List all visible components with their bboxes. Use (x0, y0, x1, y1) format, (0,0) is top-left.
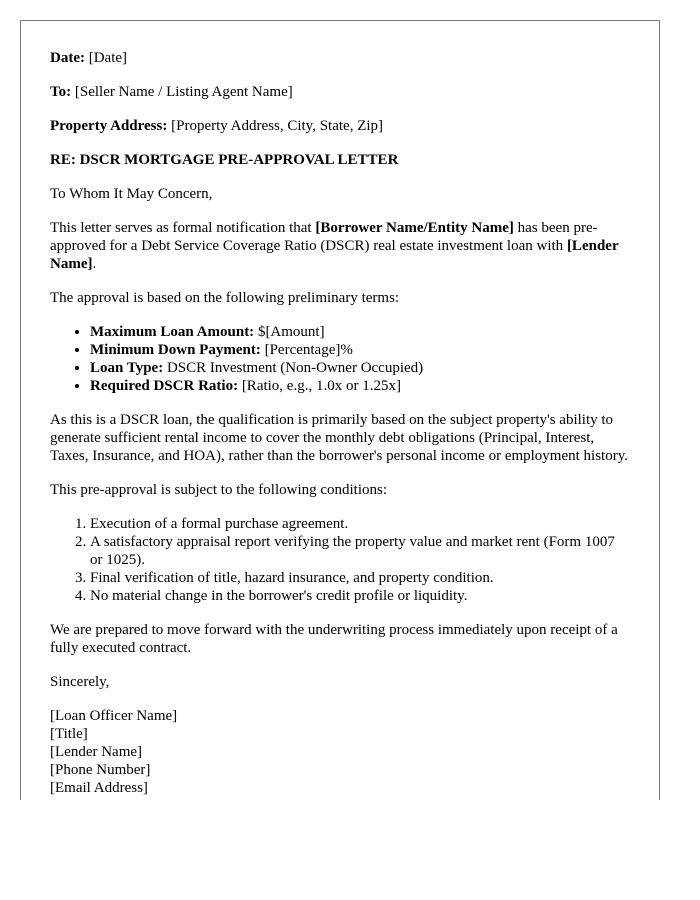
terms-list (50, 323, 629, 395)
signature-email: [Email Address] (50, 780, 148, 796)
date-label: Date: (50, 50, 85, 66)
borrower-name: [Borrower Name/Entity Name] (315, 220, 514, 236)
conditions-list (50, 515, 629, 605)
intro-text-1: This letter serves as formal notification that (50, 220, 316, 236)
term-item (90, 377, 629, 395)
to-label: To: (50, 84, 72, 100)
intro-text-3: . (92, 256, 97, 272)
terms-intro: The approval is based on the following preliminary terms: (50, 290, 400, 306)
term-label: Loan Type: (90, 360, 164, 376)
term-item (90, 341, 629, 359)
re-line: RE: DSCR MORTGAGE PRE-APPROVAL LETTER (50, 152, 399, 168)
signature-name: [Loan Officer Name] (50, 708, 178, 724)
term-value: [Ratio, e.g., 1.0x or 1.25x] (238, 378, 401, 394)
condition-item: 2. A satisfactory appraisal report verifying the property value and market rent (Form 1007 or 1025). (90, 533, 629, 569)
sign-off: Sincerely, (50, 674, 110, 690)
signature-block (50, 707, 629, 797)
intro-paragraph (50, 219, 629, 273)
condition-item: 1. Execution of a formal purchase agreement. (90, 515, 629, 533)
to-line (50, 83, 629, 101)
term-item (90, 323, 629, 341)
letter-content (21, 21, 659, 797)
term-label: Required DSCR Ratio: (90, 378, 239, 394)
signature-title: [Title] (50, 726, 88, 742)
term-value: $[Amount] (254, 324, 325, 340)
property-label: Property Address: (50, 118, 168, 134)
property-address-line (50, 117, 629, 135)
signature-phone: [Phone Number] (50, 762, 151, 778)
property-value: [Property Address, City, State, Zip] (171, 118, 384, 134)
term-label: Maximum Loan Amount: (90, 324, 255, 340)
date-value: [Date] (88, 50, 128, 66)
signature-lender: [Lender Name] (50, 744, 143, 760)
greeting: To Whom It May Concern, (50, 186, 213, 202)
conditions-intro: This pre-approval is subject to the following conditions: (50, 482, 388, 498)
term-item (90, 359, 629, 377)
date-line (50, 49, 629, 67)
condition-item: 4. No material change in the borrower's credit profile or liquidity. (90, 587, 629, 605)
to-value: [Seller Name / Listing Agent Name] (74, 84, 293, 100)
letter-page (20, 20, 660, 800)
lender-name: [Lender Name] (50, 238, 619, 272)
term-value: DSCR Investment (Non-Owner Occupied) (163, 360, 424, 376)
intro-text-2: has been pre-approved for a Debt Service Coverage Ratio (DSCR) real estate investment loan with (50, 220, 598, 254)
dscr-paragraph: As this is a DSCR loan, the qualification is primarily based on the subject property's ability to generate sufficient rental income to cover the monthly debt obligations (Principal, Interest, Taxes, Insurance, and HOA), rather than the borrower's personal income or employment history. (50, 412, 628, 464)
term-label: Minimum Down Payment: (90, 342, 261, 358)
term-value: [Percentage]% (260, 342, 353, 358)
condition-item: 3. Final verification of title, hazard insurance, and property condition. (90, 569, 629, 587)
closing-paragraph: We are prepared to move forward with the underwriting process immediately upon receipt of a fully executed contract. (50, 622, 618, 656)
